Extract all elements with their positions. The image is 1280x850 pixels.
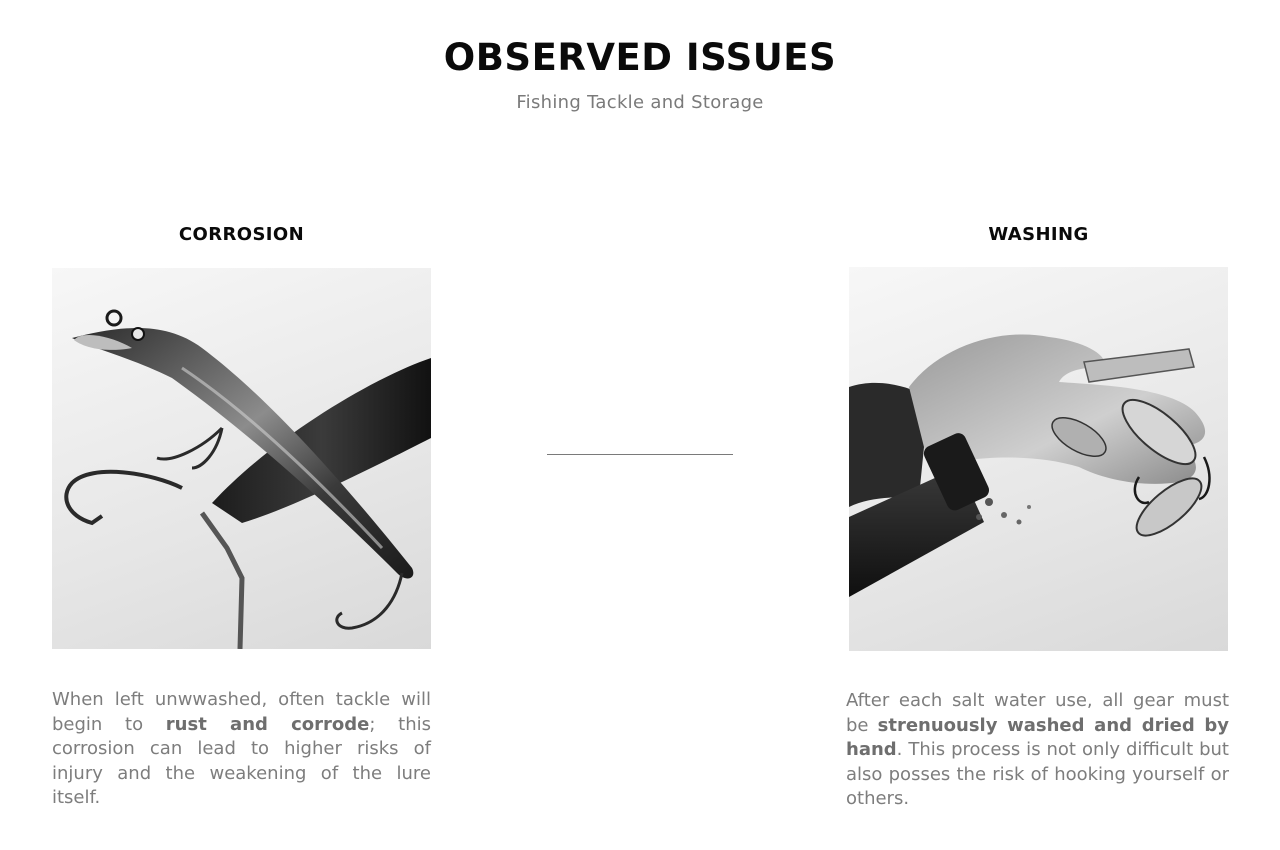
center-divider	[547, 454, 733, 455]
washing-photo	[849, 267, 1228, 651]
corrosion-photo	[52, 268, 431, 649]
page-subtitle: Fishing Tackle and Storage	[516, 92, 764, 113]
page-title: OBSERVED ISSUES	[443, 36, 837, 79]
washing-description: After each salt water use, all gear must be strenuously washed and dried by hand. This process is not only difficult but also posses the risk of hooking yourself or others.	[846, 690, 1229, 809]
corrosion-heading: CORROSION	[178, 224, 305, 245]
corrosion-description: When left unwwashed, often tackle will begin to rust and corrode; this corrosion can lead to higher risks of injury and the weakening of the lure itself.	[52, 689, 431, 808]
washing-heading: WASHING	[988, 224, 1089, 245]
